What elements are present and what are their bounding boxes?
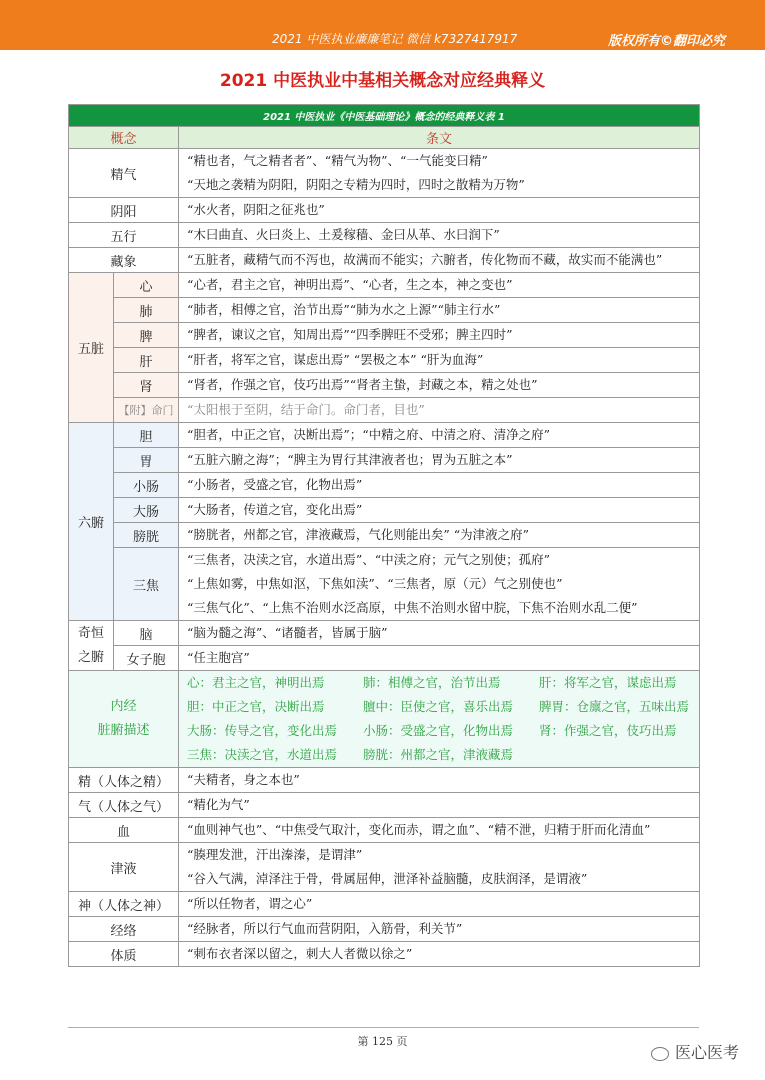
sub-concept: 女子胞: [114, 646, 179, 671]
table-row: [69, 892, 700, 917]
concept-label-line: 之腑: [77, 649, 104, 665]
table-row: [69, 149, 700, 198]
concept-qi: 气（人体之气）: [69, 793, 179, 818]
concept-tizhi: 体质: [69, 942, 179, 967]
concept-jing: 精（人体之精）: [69, 768, 179, 793]
table-row: [69, 373, 700, 398]
concept-wuzang: 五脏: [69, 273, 114, 423]
concept-liufu: 六腑: [69, 423, 114, 621]
top-banner: [0, 0, 765, 50]
concept-qiheng: [69, 621, 114, 671]
neijing-item: 脾胃：仓廪之官，五味出焉: [539, 699, 690, 714]
watermark-text: 医心医考: [674, 1043, 739, 1062]
table-row: [69, 298, 700, 323]
row-text: “肝者，将军之官，谋虑出焉” “罢极之本” “肝为血海”: [187, 352, 484, 367]
table-row: [69, 768, 700, 793]
concept-jinye: 津液: [69, 843, 179, 892]
concept-table: [68, 104, 699, 967]
row-text: “天地之袭精为阴阳，阴阳之专精为四时，四时之散精为万物”: [187, 177, 525, 192]
neijing-item: 三焦：决渎之官，水道出焉: [187, 747, 338, 762]
row-text: “五脏者，藏精气而不泻也，故满而不能实；六腑者，传化物而不藏，故实而不能满也”: [187, 252, 663, 267]
row-text: “任主胞宫”: [187, 650, 250, 665]
row-text: “刺布衣者深以留之，刺大人者微以徐之”: [187, 946, 413, 961]
sub-concept: 心: [114, 273, 179, 298]
neijing-descriptions: [179, 671, 700, 768]
table-row: [69, 621, 700, 646]
row-text: “血则神气也”、“中焦受气取汁，变化而赤，谓之血”、“精不泄，归精于肝而化清血”: [187, 822, 651, 837]
table-row: [69, 548, 700, 621]
table-row: [69, 348, 700, 373]
concept-neijing: [69, 671, 179, 768]
table-row: [69, 523, 700, 548]
concept-shen: 神（人体之神）: [69, 892, 179, 917]
sub-concept: 胃: [114, 448, 179, 473]
concept-label-line: 奇恒: [77, 625, 104, 641]
row-text: “脾者，谏议之官，知周出焉”“四季脾旺不受邪；脾主四时”: [187, 327, 513, 342]
table-row: [69, 398, 700, 423]
sub-concept: 大肠: [114, 498, 179, 523]
row-text: “谷入气满，淖泽注于骨，骨属屈伸，泄泽补益脑髓，皮肤润泽，是谓液”: [187, 871, 588, 886]
column-header-row: [69, 127, 700, 149]
table-row: [69, 917, 700, 942]
row-text: “肺者，相傅之官，治节出焉”“肺为水之上源”“肺主行水”: [187, 302, 501, 317]
row-text: “水火者，阴阳之征兆也”: [187, 202, 325, 217]
sub-concept: 脾: [114, 323, 179, 348]
concept-zangxiang: 藏象: [69, 248, 179, 273]
row-text: “精也者，气之精者者”、“精气为物”、“一气能变曰精”: [187, 153, 488, 168]
source-watermark: [651, 1040, 739, 1063]
neijing-item: 膻中：臣使之官，喜乐出焉: [363, 699, 514, 714]
column-header-concept: 概念: [69, 127, 179, 149]
row-text: “所以任物者，谓之心”: [187, 896, 313, 911]
neijing-item: 膀胱：州都之官，津液藏焉: [363, 747, 514, 762]
column-header-text: 条文: [179, 127, 700, 149]
sub-concept: 三焦: [114, 548, 179, 621]
table-row: [69, 793, 700, 818]
table-row: [69, 448, 700, 473]
wechat-icon: [651, 1047, 669, 1061]
row-text: “夫精者，身之本也”: [187, 772, 300, 787]
row-text: “胆者，中正之官，决断出焉”；“中精之府、中清之府、清净之府”: [187, 427, 551, 442]
row-text: “精化为气”: [187, 797, 250, 812]
row-text: “木曰曲直、火曰炎上、土爰稼穑、金曰从革、水曰润下”: [187, 227, 500, 242]
concept-label-line: 内经: [110, 699, 137, 714]
concept-jingqi: 精气: [69, 149, 179, 198]
concept-jingluo: 经络: [69, 917, 179, 942]
neijing-item: 肺：相傅之官，治节出焉: [363, 675, 501, 690]
neijing-item: 胆：中正之官，决断出焉: [187, 699, 325, 714]
table-row: [69, 646, 700, 671]
row-text: “上焦如雾，中焦如沤，下焦如渎”、“三焦者，原（元）气之别使也”: [187, 576, 563, 591]
row-text: “小肠者，受盛之官，化物出焉”: [187, 477, 363, 492]
neijing-item: 肾：作强之官，伎巧出焉: [539, 723, 677, 738]
sub-concept: 肝: [114, 348, 179, 373]
table-row: [69, 671, 700, 768]
sub-concept: 胆: [114, 423, 179, 448]
row-text: “三焦气化”、“上焦不治则水泛高原，中焦不治则水留中脘，下焦不治则水乱二便”: [187, 600, 638, 615]
table-row: [69, 423, 700, 448]
table-row: [69, 248, 700, 273]
neijing-item: 大肠：传导之官，变化出焉: [187, 723, 338, 738]
row-text: “腠理发泄，汗出溱溱，是谓津”: [187, 847, 363, 862]
table-row: [69, 323, 700, 348]
table-row: [69, 273, 700, 298]
footer-divider: [68, 1027, 699, 1028]
table-row: [69, 942, 700, 967]
concept-xue: 血: [69, 818, 179, 843]
sub-concept: 肺: [114, 298, 179, 323]
table-row: [69, 473, 700, 498]
table-row: [69, 843, 700, 892]
sub-concept: 小肠: [114, 473, 179, 498]
sub-concept-mingmen: 【附】命门: [114, 398, 179, 423]
table-row: [69, 223, 700, 248]
row-text: “五脏六腑之海”；“脾主为胃行其津液者也；胃为五脏之本”: [187, 452, 513, 467]
concept-wuxing: 五行: [69, 223, 179, 248]
row-text: “三焦者，决渎之官，水道出焉”、“中渎之府；元气之别使；孤府”: [187, 552, 551, 567]
row-text: “脑为髓之海”、“诸髓者，皆属于脑”: [187, 625, 388, 640]
sub-concept: 肾: [114, 373, 179, 398]
neijing-item: 小肠：受盛之官，化物出焉: [363, 723, 514, 738]
table-row: [69, 818, 700, 843]
neijing-item: 心：君主之官，神明出焉: [187, 675, 325, 690]
row-text: “大肠者，传道之官，变化出焉”: [187, 502, 363, 517]
page-number: 第 125 页: [357, 1035, 408, 1048]
document-title: 2021 中医执业中基相关概念对应经典释义: [219, 71, 546, 91]
concept-label-line: 脏腑描述: [97, 723, 150, 738]
copyright-note: 版权所有©翻印必究: [607, 34, 725, 49]
table-banner: 2021 中医执业《中医基础理论》概念的经典释义表 1: [69, 105, 700, 127]
neijing-item: 肝：将军之官，谋虑出焉: [539, 675, 677, 690]
row-text: “肾者，作强之官，伎巧出焉”“肾者主蛰，封藏之本，精之处也”: [187, 377, 538, 392]
row-text: “心者，君主之官，神明出焉”、“心者，生之本，神之变也”: [187, 277, 513, 292]
sub-concept: 脑: [114, 621, 179, 646]
concept-yinyang: 阴阳: [69, 198, 179, 223]
header-note: 2021 中医执业廉廉笔记 微信 k7327417917: [272, 32, 518, 46]
table-row: [69, 198, 700, 223]
row-text: “太阳根于至阴，结于命门。命门者，目也”: [187, 402, 425, 417]
sub-concept: 膀胱: [114, 523, 179, 548]
row-text: “膀胱者，州都之官，津液藏焉，气化则能出矣” “为津液之府”: [187, 527, 530, 542]
row-text: “经脉者，所以行气血而营阴阳，入筋骨，利关节”: [187, 921, 463, 936]
table-row: [69, 498, 700, 523]
